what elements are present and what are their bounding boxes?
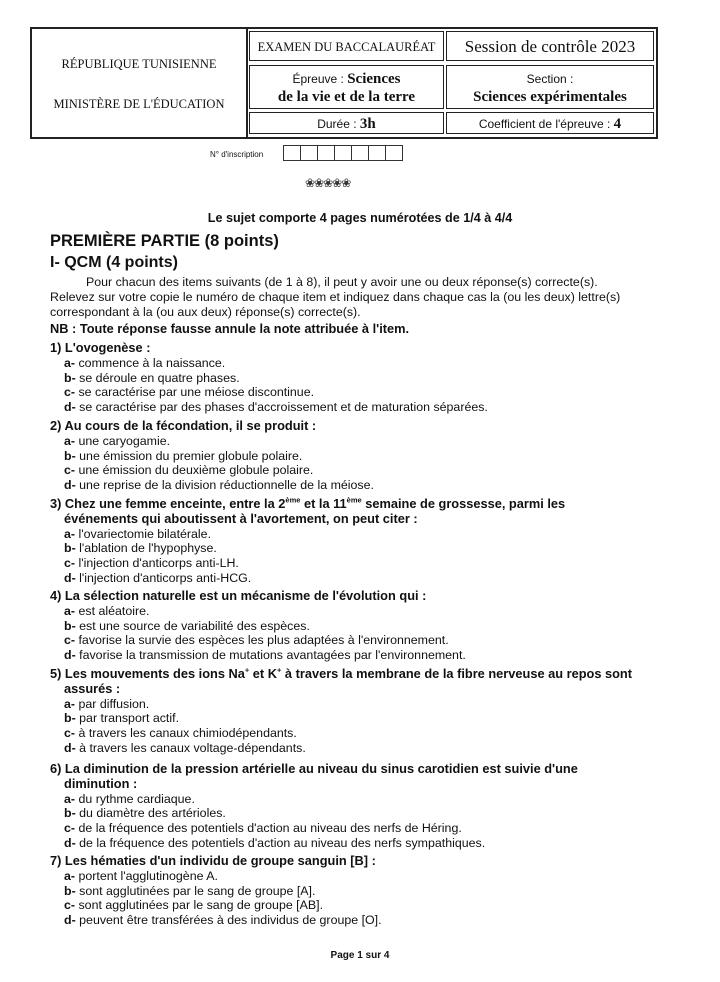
question-title: 6) La diminution de la pression artérielle au niveau du sinus carotidien est suivie d'une xyxy=(50,761,578,776)
option-a: a- commence à la naissance. xyxy=(64,355,226,370)
header-authority xyxy=(32,29,248,137)
section-title: I- QCM (4 points) xyxy=(50,254,178,271)
option-c: c- favorise la survie des espèces les plus adaptées à l'environnement. xyxy=(64,633,449,648)
section-cell xyxy=(446,65,654,109)
option-a: a- une caryogamie. xyxy=(64,433,171,448)
option-b: b- sont agglutinées par le sang de groupe [A]. xyxy=(64,883,316,898)
exam-title: EXAMEN DU BACCALAURÉAT xyxy=(249,31,444,61)
question-1 xyxy=(50,341,670,415)
coef-cell xyxy=(446,112,654,134)
intro-line: Le sujet comporte 4 pages numérotées de 1/4 à 4/4 xyxy=(207,211,513,225)
instructions-line-1: Pour chacun des items suivants (de 1 à 8), il peut y avoir une ou deux réponse(s) correcte(s). xyxy=(86,275,598,289)
instructions-line-3: correspondant à la (ou aux deux) réponse(s) correcte(s). xyxy=(50,304,361,319)
option-a: a- par diffusion. xyxy=(64,696,150,711)
option-b: b- est une source de variabilité des espèces. xyxy=(64,618,310,633)
nb-note: NB : Toute réponse fausse annule la note attribuée à l'item. xyxy=(50,321,410,336)
option-b: b- se déroule en quatre phases. xyxy=(64,370,240,385)
republic-name: RÉPUBLIQUE TUNISIENNE xyxy=(61,57,217,71)
option-d: d- de la fréquence des potentiels d'action au niveau des nerfs sympathiques. xyxy=(64,835,486,850)
option-b: b- l'ablation de l'hypophyse. xyxy=(64,541,217,556)
option-d: d- une reprise de la division réductionnelle de la méiose. xyxy=(64,478,374,493)
question-title-cont: événements qui aboutissent à l'avortement, on peut citer : xyxy=(64,510,418,526)
instructions xyxy=(50,275,670,319)
option-a: a- portent l'agglutinogène A. xyxy=(64,868,218,883)
question-title: 5) Les mouvements des ions Na+ et K+ à travers la membrane de la fibre nerveuse au repos sont xyxy=(50,665,633,681)
session-title: Session de contrôle 2023 xyxy=(446,31,654,61)
question-title-cont: assurés : xyxy=(64,680,121,696)
inscription-box xyxy=(368,145,386,161)
inscription-box xyxy=(317,145,335,161)
option-a: a- est aléatoire. xyxy=(64,603,150,618)
option-a: a- du rythme cardiaque. xyxy=(64,791,195,806)
epreuve-cell xyxy=(249,65,444,109)
header-table xyxy=(30,27,658,139)
epreuve-value-1: Sciences xyxy=(347,71,401,87)
ornament-flowers: ❀❀❀❀❀ xyxy=(305,176,351,190)
duree-value: 3h xyxy=(359,116,376,132)
option-d: d- peuvent être transférées à des individus de groupe [O]. xyxy=(64,913,382,928)
question-4 xyxy=(50,589,670,663)
option-c: c- une émission du deuxième globule polaire. xyxy=(64,463,314,478)
option-c: c- l'injection d'anticorps anti-LH. xyxy=(64,556,239,571)
inscription-box xyxy=(283,145,301,161)
option-d: d- se caractérise par des phases d'accroissement et de maturation séparées. xyxy=(64,400,488,415)
question-title-cont: diminution : xyxy=(64,775,138,791)
option-c: c- à travers les canaux chimiodépendants. xyxy=(64,726,297,741)
option-c: c- se caractérise par une méiose discontinue. xyxy=(64,385,315,400)
instructions-line-2: Relevez sur votre copie le numéro de chaque item et indiquez dans chaque cas la (ou les deux) lettre(s) xyxy=(50,289,621,304)
option-b: b- par transport actif. xyxy=(64,711,180,726)
inscription-box xyxy=(334,145,352,161)
question-title: 4) La sélection naturelle est un mécanisme de l'évolution qui : xyxy=(50,588,427,603)
question-3 xyxy=(50,497,670,586)
epreuve-value-2: de la vie et de la terre xyxy=(277,89,416,105)
duree-label: Durée : xyxy=(317,117,357,131)
coef-value: 4 xyxy=(613,116,622,132)
question-6 xyxy=(50,762,670,851)
option-d: d- favorise la transmission de mutations avantagées par l'environnement. xyxy=(64,648,466,663)
section-value: Sciences expérimentales xyxy=(473,89,627,105)
option-a: a- l'ovariectomie bilatérale. xyxy=(64,526,212,541)
option-c: c- de la fréquence des potentiels d'action au niveau des nerfs de Héring. xyxy=(64,821,462,836)
inscription-label: N° d'inscription xyxy=(210,150,264,159)
option-d: d- à travers les canaux voltage-dépendants. xyxy=(64,740,306,755)
inscription-boxes xyxy=(283,145,402,161)
question-7 xyxy=(50,854,670,928)
ministry-name: MINISTÈRE DE L'ÉDUCATION xyxy=(53,97,225,111)
inscription-box xyxy=(385,145,403,161)
question-2 xyxy=(50,419,670,493)
epreuve-label: Épreuve : xyxy=(292,72,344,86)
option-c: c- sont agglutinées par le sang de groupe [AB]. xyxy=(64,898,324,913)
question-5 xyxy=(50,667,670,756)
question-title: 2) Au cours de la fécondation, il se produit : xyxy=(50,418,317,433)
coef-label: Coefficient de l'épreuve : xyxy=(478,117,611,131)
inscription-box xyxy=(351,145,369,161)
question-title: 7) Les hématies d'un individu de groupe sanguin [B] : xyxy=(50,853,376,868)
option-b: b- une émission du premier globule polaire. xyxy=(64,448,303,463)
duree-cell xyxy=(249,112,444,134)
part-title: PREMIÈRE PARTIE (8 points) xyxy=(50,232,279,250)
option-d: d- l'injection d'anticorps anti-HCG. xyxy=(64,570,252,585)
question-title: 3) Chez une femme enceinte, entre la 2ème et la 11ème semaine de grossesse, parmi les xyxy=(50,495,566,511)
option-b: b- du diamètre des artérioles. xyxy=(64,806,226,821)
section-label: Section : xyxy=(526,72,574,86)
page-footer: Page 1 sur 4 xyxy=(330,950,390,961)
inscription-box xyxy=(300,145,318,161)
question-title: 1) L'ovogenèse : xyxy=(50,340,151,355)
